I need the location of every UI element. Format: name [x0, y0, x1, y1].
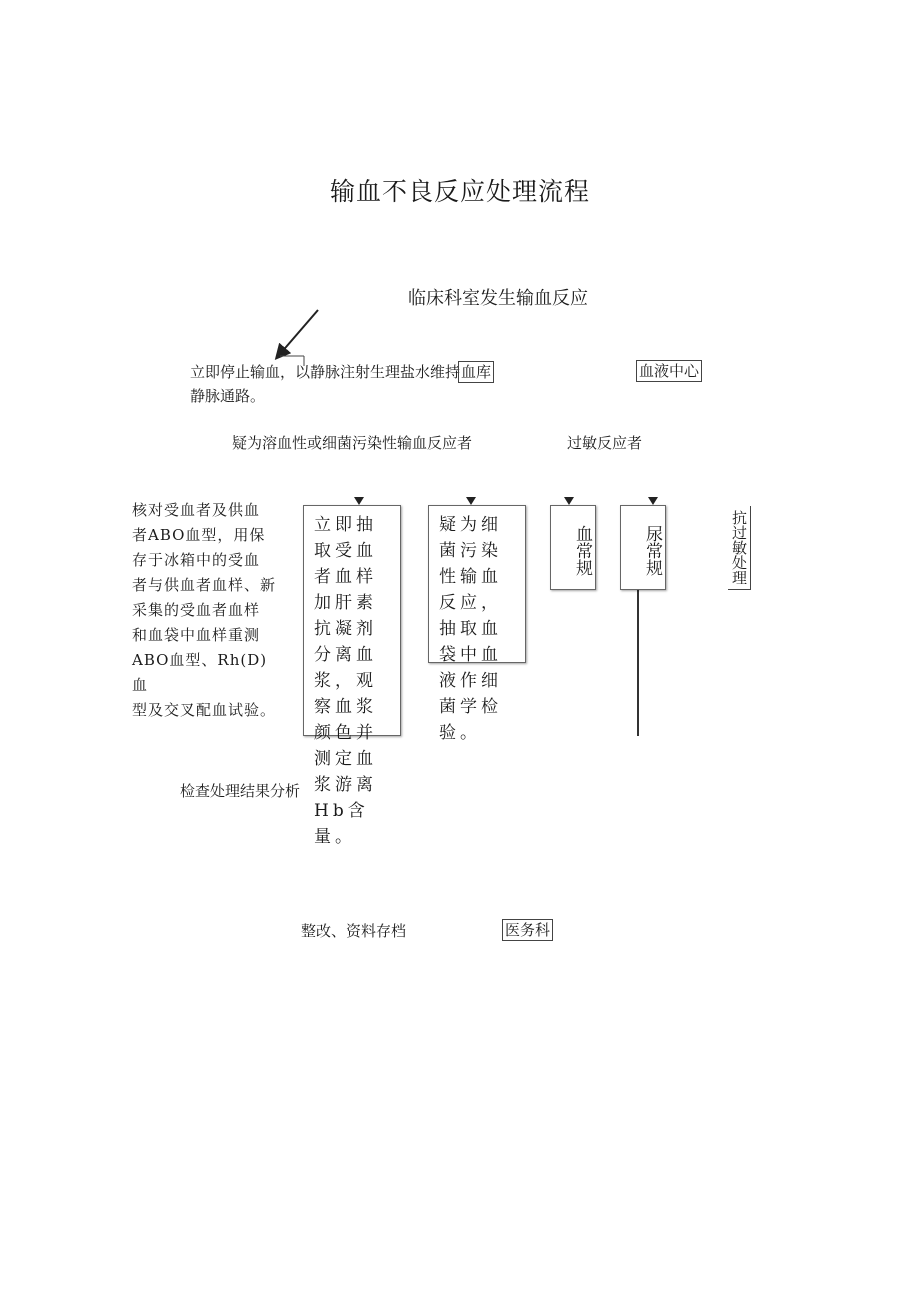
anti-allergy-box: 抗过敏处理 [728, 506, 751, 590]
page-title: 输血不良反应处理流程 [329, 177, 590, 206]
left-check-line: 型及交叉配血试验。 [132, 701, 277, 719]
dept-medical-box: 医务科 [502, 919, 553, 941]
left-check-line: 者与供血者血样、新 [132, 576, 277, 594]
blood-routine-box: 血常规 [550, 505, 596, 590]
urine-routine-box: 尿常规 [620, 505, 666, 590]
immediate-action-text [190, 360, 460, 408]
left-check-paragraph [132, 498, 282, 723]
bacteria-test-box: 疑为细菌污染性输血反应，抽取血袋中血液作细菌学检验。 [428, 505, 526, 663]
left-check-line: 采集的受血者血样 [132, 601, 261, 619]
left-check-line: 存于冰箱中的受血 [132, 551, 261, 569]
arrow-to-immediate-action [280, 310, 318, 354]
left-check-line: 者ABO血型，用保 [132, 526, 266, 544]
arrowhead-bacteria [466, 497, 476, 505]
immediate-action-line2: 静脉通路。 [190, 387, 266, 405]
left-check-line: ABO血型、Rh(D)血 [132, 651, 268, 694]
arrowhead-urine-routine [648, 497, 658, 505]
dept-blood-center-box: 血液中心 [636, 360, 702, 382]
branch-allergic-label: 过敏反应者 [567, 434, 643, 452]
dept-blood-bank-box: 血库 [458, 361, 494, 383]
analysis-label: 检查处理结果分析 [180, 782, 301, 800]
archive-label: 整改、资料存档 [301, 922, 407, 940]
branch-hemolytic-label: 疑为溶血性或细菌污染性输血反应者 [232, 434, 473, 452]
left-check-line: 和血袋中血样重测 [132, 626, 261, 644]
immediate-action-line1: 立即停止输血，以静脉注射生理盐水维持 [190, 363, 461, 381]
start-event: 临床科室发生输血反应 [408, 288, 588, 309]
left-check-line: 核对受血者及供血 [132, 501, 261, 519]
plasma-test-box: 立即抽取受血者血样加肝素抗凝剂分离血浆，观察血浆颜色并测定血浆游离Hb含量。 [303, 505, 401, 736]
arrowhead-blood-routine [564, 497, 574, 505]
arrowhead-plasma [354, 497, 364, 505]
